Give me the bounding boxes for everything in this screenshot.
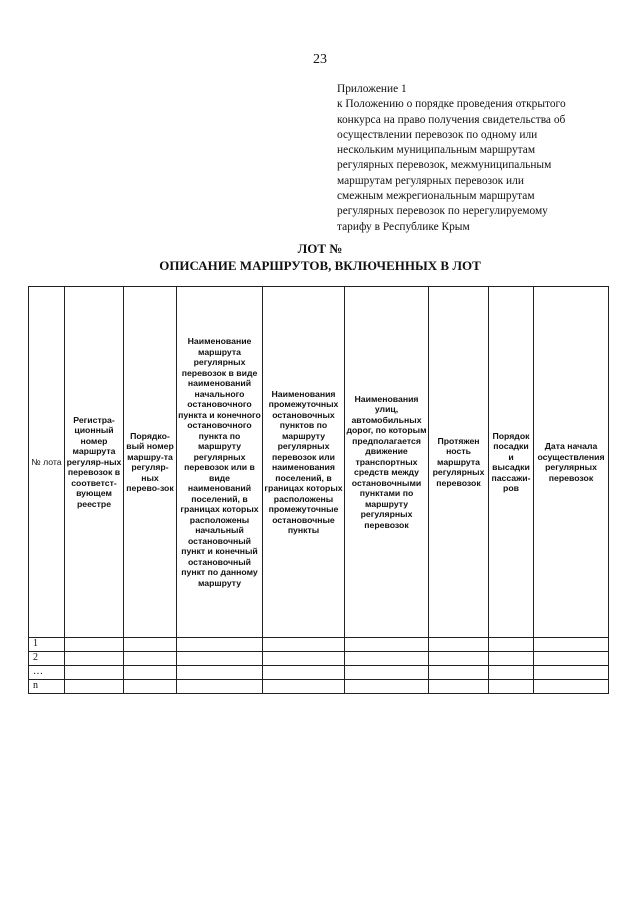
header-sequence-number: Порядко-вый номер маршру-та регуляр-ных перево-зок — [124, 287, 177, 638]
table-cell — [177, 666, 263, 680]
appendix-line: к Положению о порядке проведения открытого — [337, 98, 566, 111]
header-route-name: Наименование маршрута регулярных перевозок в виде наименований начального остановочного пункта и конечного остановочного пункта по маршруту регулярных перевозок или в виде наименований поселений, в границах которых расположены начальный остановочный пункт и конечный остановочный пункт по данному маршруту — [177, 287, 263, 638]
table-cell: 2 — [29, 652, 65, 666]
table-cell — [534, 680, 609, 694]
lot-title — [0, 240, 640, 274]
appendix-line: регулярных перевозок по нерегулируемому — [337, 205, 548, 218]
table-cell — [177, 680, 263, 694]
lot-number-heading: ЛОТ № — [297, 241, 343, 256]
header-registration-number: Регистра-ционный номер маршрута регуляр-ных перевозок в соответст-вующем реестре — [65, 287, 124, 638]
appendix-line: маршрутам регулярных перевозок или — [337, 174, 524, 187]
table-cell — [489, 666, 534, 680]
table-row — [29, 638, 609, 652]
table-cell — [124, 652, 177, 666]
table-cell — [489, 652, 534, 666]
table-row — [29, 666, 609, 680]
appendix-line: осуществлении перевозок по одному или — [337, 128, 538, 141]
header-intermediate-stops: Наименования промежуточных остановочных пунктов по маршруту регулярных перевозок или наименования поселений, в границах которых расположены промежуточные остановочные пункты — [263, 287, 345, 638]
table-cell — [429, 652, 489, 666]
table-cell — [345, 652, 429, 666]
table-cell — [345, 666, 429, 680]
table-cell — [263, 666, 345, 680]
table-row — [29, 680, 609, 694]
appendix-line: тарифу в Республике Крым — [337, 220, 470, 233]
lot-description-heading: ОПИСАНИЕ МАРШРУТОВ, ВКЛЮЧЕННЫХ В ЛОТ — [159, 258, 481, 273]
table-cell — [489, 638, 534, 652]
appendix-line: регулярных перевозок, межмуниципальным — [337, 159, 552, 172]
header-route-length: Протяжен ность маршрута регулярных перевозок — [429, 287, 489, 638]
routes-table — [28, 286, 609, 694]
table-cell — [429, 638, 489, 652]
table-cell — [124, 666, 177, 680]
table-cell — [534, 666, 609, 680]
table-cell — [124, 680, 177, 694]
header-start-date: Дата начала осуществления регулярных перевозок — [534, 287, 609, 638]
header-boarding-order: Порядок посадки и высадки пассажи-ров — [489, 287, 534, 638]
appendix-block — [337, 82, 622, 235]
table-row — [29, 652, 609, 666]
table-header-row — [29, 287, 609, 638]
appendix-line: смежным межрегиональным маршрутам — [337, 190, 535, 203]
table-cell — [429, 666, 489, 680]
table-cell — [65, 652, 124, 666]
table-cell: n — [29, 680, 65, 694]
table-cell — [429, 680, 489, 694]
table-cell — [345, 680, 429, 694]
table-cell — [263, 652, 345, 666]
table-cell — [263, 680, 345, 694]
table-cell — [124, 638, 177, 652]
table-cell — [65, 680, 124, 694]
table-cell — [65, 638, 124, 652]
header-lot-number: № лота — [29, 287, 65, 638]
table-cell: … — [29, 666, 65, 680]
table-cell — [534, 638, 609, 652]
table-cell — [65, 666, 124, 680]
header-streets-roads: Наименования улиц, автомобильных дорог, по которым предполагается движение транспортных средств между остановочными пунктами по маршруту регулярных перевозок — [345, 287, 429, 638]
table-cell — [489, 680, 534, 694]
table-cell — [534, 652, 609, 666]
appendix-line: конкурса на право получения свидетельства об — [337, 113, 566, 126]
table-cell: 1 — [29, 638, 65, 652]
page-number: 23 — [313, 52, 327, 67]
appendix-heading: Приложение 1 — [337, 83, 407, 95]
table-cell — [263, 638, 345, 652]
appendix-line: нескольким муниципальным маршрутам — [337, 144, 536, 157]
table-cell — [177, 652, 263, 666]
table-cell — [345, 638, 429, 652]
table-cell — [177, 638, 263, 652]
